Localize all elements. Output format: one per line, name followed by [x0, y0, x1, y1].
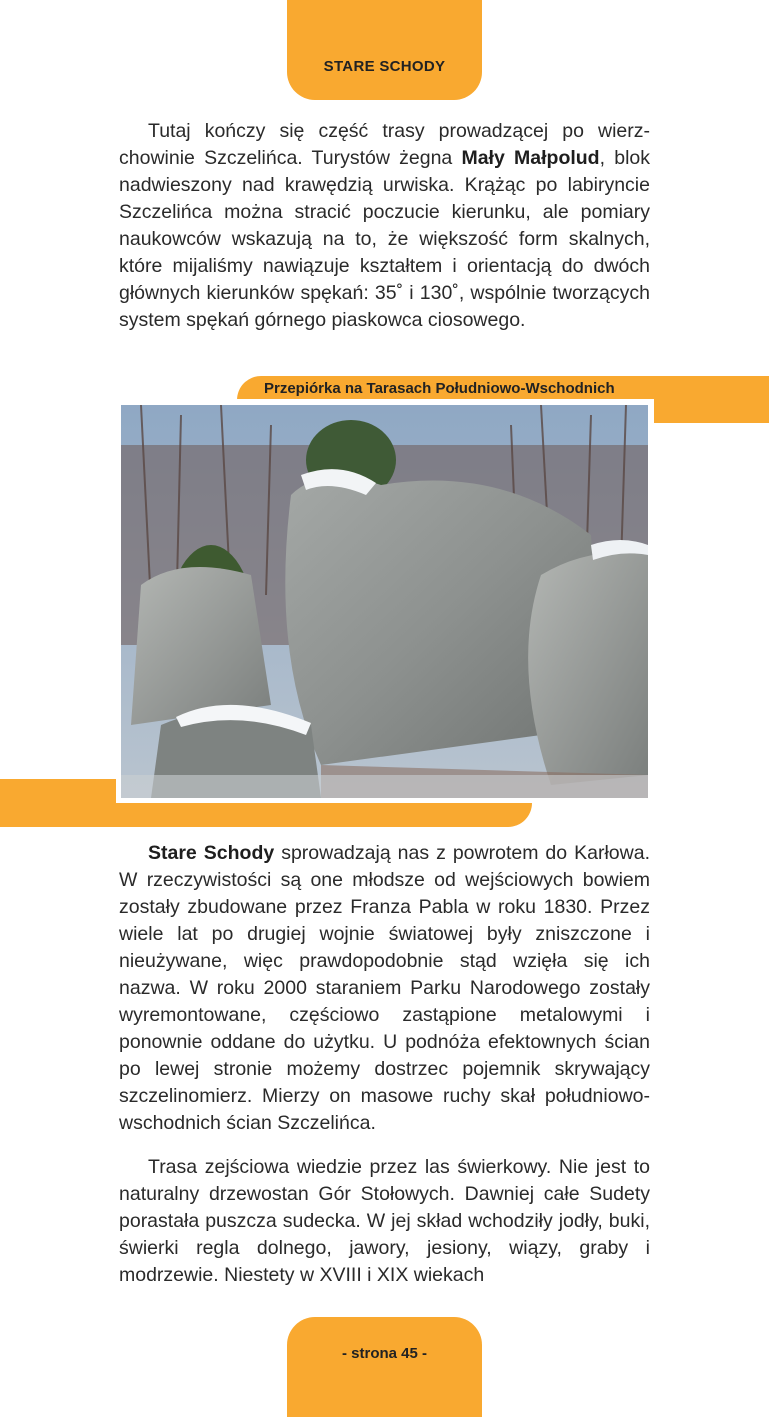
paragraph-intro-bold: Mały Małpolud	[461, 147, 600, 169]
header-tab	[287, 0, 482, 100]
paragraph-stare-schody	[119, 840, 650, 1137]
paragraph-stare-schody-bold: Stare Schody	[148, 842, 275, 864]
paragraph-forest	[119, 1154, 650, 1289]
rock-photo	[121, 405, 648, 798]
page-number: - strona 45 -	[341, 1345, 428, 1362]
paragraph-stare-schody-text: sprowadzają nas z powrotem do Karłowa. W rzeczywistości są one młodsze od wejściowych bowiem zostały zbudowane przez Franza Pabla w roku 1830. Przez wiele lat po drugiej wojnie światowej były zniszczone i nieużywane, więc prawdopodobnie stąd wzięła się ich nazwa. W roku 2000 staraniem Parku Narodowego zostały wyremontowane, częściowo zastąpione metalowymi i ponownie oddane do użytku. U podnóża efektownych ścian po lewej stronie możemy dostrzec pojemnik skrywający szczelinomierz. Mierzy on masowe ruchy skał południowo-wschodnich ścian Szczelińca.	[119, 842, 650, 1134]
footer-tab	[287, 1317, 482, 1417]
section-title: STARE SCHODY	[323, 57, 446, 75]
photo-caption: Przepiórka na Tarasach Południowo-Wschodnich	[264, 380, 615, 397]
paragraph-forest-text: Trasa zejściowa wiedzie przez las świerkowy. Nie jest to naturalny drzewostan Gór Stołowych. Dawniej całe Sudety porastała puszcza sudecka. W jej skład wchodziły jodły, buki, świerki regla dolnego, jawory, jesiony, wiązy, graby i modrzewie. Niestety w XVIII i XIX wiekach	[119, 1156, 650, 1286]
paragraph-intro	[119, 118, 650, 334]
paragraph-intro-text-a: Tutaj kończy się część trasy prowadzącej po wierzchowinie Szczelińca. Turystów żegna	[119, 120, 650, 169]
paragraph-intro-text-b: , blok nadwieszony nad krawędzią urwiska. Krążąc po labiryncie Szczelińca można stracić poczucie kierunku, ale pomiary naukowców wskazują na to, że większość form skalnych, które mijaliśmy nawiązuje kształtem i orientacją do dwóch głównych kierunków spękań: 35˚ i 130˚, wspólnie tworzących system spękań górnego piaskowca ciosowego.	[119, 147, 651, 331]
